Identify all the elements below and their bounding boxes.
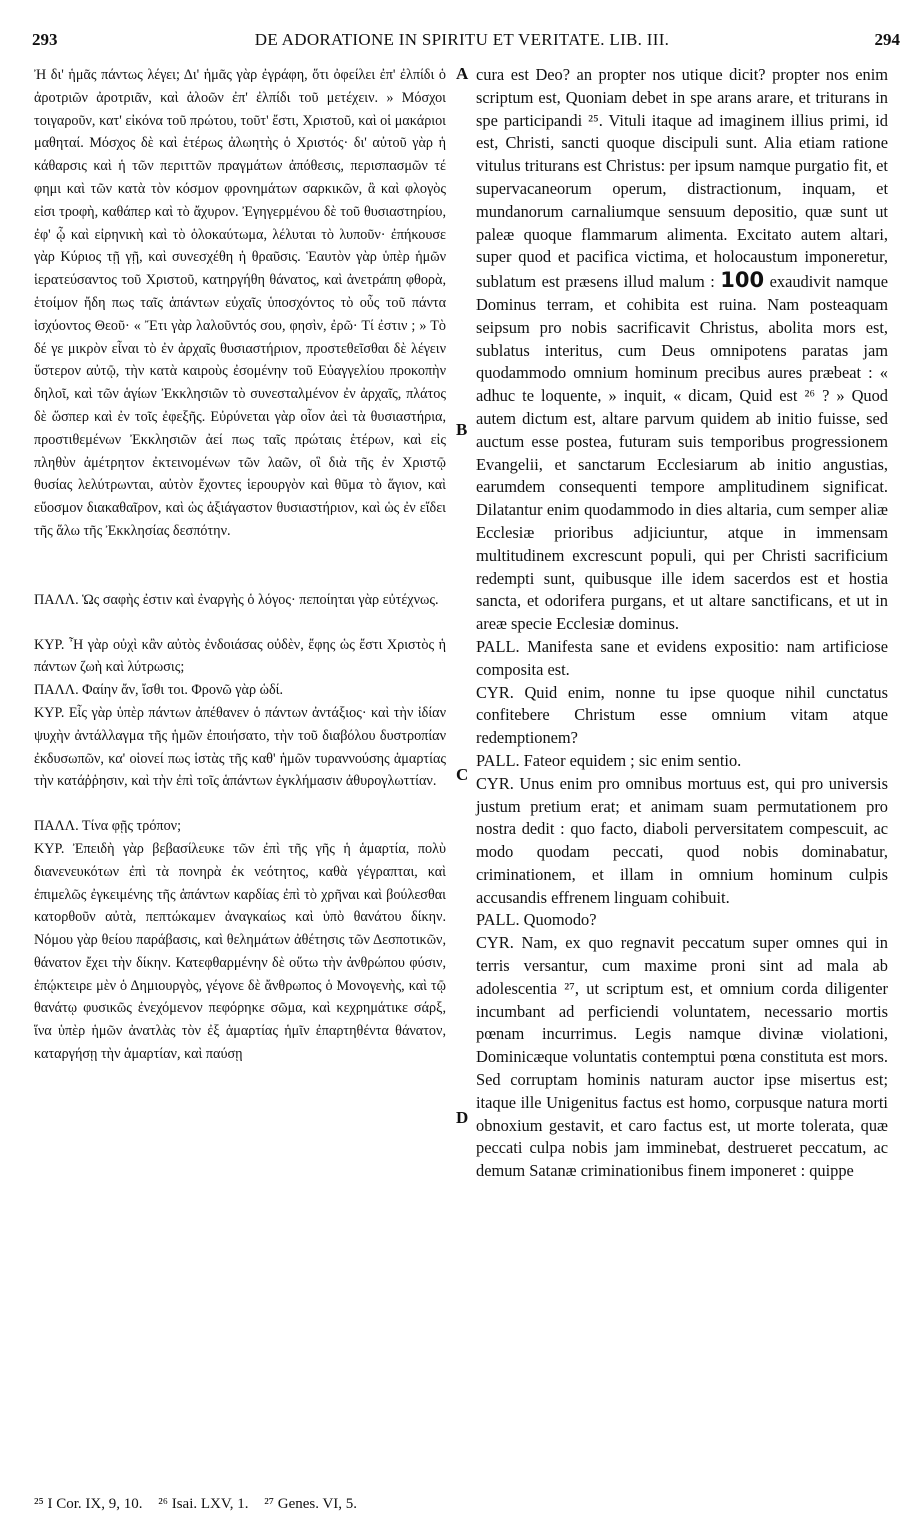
margin-marker-d: D <box>456 1108 469 1127</box>
latin-paragraph-cyr-2: CYR. Unus enim pro omnibus mortuus est, qui pro universis justum pretium erat; et animam suam permutationem pro nostra dedit : quo facto, diaboli perversitatem compescuit, ac modo quodam peccati, quod nobis dominabatur, criminationem, et illam in omnium hominum culpis accusandis effrenem linguam cohibuit. <box>476 773 888 907</box>
footnote-26: ²⁶ Isai. LXV, 1. <box>158 1496 249 1512</box>
latin-paragraph-pall-3: PALL. Quomodo? <box>476 910 597 930</box>
footnotes <box>34 1496 369 1513</box>
footnote-25: ²⁵ I Cor. IX, 9, 10. <box>34 1496 143 1512</box>
greek-column <box>34 64 446 1066</box>
latin-column <box>476 64 888 1183</box>
latin-paragraph-main-end: exaudivit namque Dominus terram, et cohibita est ruina. Nam posteaquam seipsum pro nobis sacrificavit Christus, abolita mors est, sublatus interitus, cum Deus omnipotens paratas jam quodammodo omnium hominum precibus aures præbeat : « adhuc te loquente, » inquit, « dicam, Quid est ²⁶ ? » Quod autem dictum est, altare parvum quidem ab initio fuisse, sed auctum esse postea, futuram suis temporibus progressionem Evangelii, et sanctarum Ecclesiarum ab initio angustias, earumdem consequenti tempore amplitudinem significat. Dilatantur enim quodammodo in dies altaria, cum semper aliæ Ecclesiæ prioribus adjiciuntur, atque in immensam multitudinem excrescunt populi, qui per Christi sacrificium redempti sunt, quibusque ille idem sacerdos est et hostia sancta, et odorifera purgans, et ut altare sanctificans, et ut in areæ specie Ecclesiæ dominus. <box>476 272 888 634</box>
greek-paragraph-main: Ἠ δι' ἡμᾶς πάντως λέγει; Δι' ἡμᾶς γὰρ ἐγράφη, ὅτι ὀφείλει ἐπ' ἐλπίδι ὁ ἀροτριῶν ἀροτριᾶν, καὶ ἀλοῶν ἐπ' ἐλπίδι τοῦ μετέχειν. » Μόσχοι τοιγαροῦν, κατ' εἰκόνα τοῦ πρώτου, τοῦτ' ἔστι, Χριστοῦ, καὶ οἱ μακάριοι μαθηταί. Μόσχος δὲ καὶ ἑτέρως ἀλωητὴς ὁ Χριστός· δι' αὐτοῦ γὰρ ἡ κάθαρσις καὶ ἡ τῶν περιττῶν πραγμάτων ἀπόθεσις, περισπασμῶν τέ φημι καὶ τῶν κατὰ τὸν κόσμον φρονημάτων σαρκικῶν, ἃ καὶ φλογὸς εἰσι τροφὴ, καθάπερ καὶ τὸ ἄχυρον. Ἐγηγερμένου δὲ τοῦ θυσιαστηρίου, ἐφ' ᾧ καὶ εἰρηνικὴ καὶ τὸ ὁλοκαύτωμα, λέλυται τὸ λυποῦν· ἐπήκουσε γὰρ Κύριος τῇ γῇ, καὶ συνεσχέθη ἡ θραῦσις. Ἑαυτὸν γὰρ ὑπὲρ ἡμῶν ἱερατεύσαντος τοῦ Χριστοῦ, κατηργήθη θάνατος, καὶ ἀνετράπη φθορὰ, ἑτοίμον ἤδη πως ταῖς ἁπάντων εὐχαῖς ὑποσχόντος τὸ οὖς τοῦ πάντα ἰσχύοντος Θεοῦ· « Ἔτι γὰρ λαλοῦντός σου, φησὶν, ἐρῶ· Τί ἐστιν ; » Τὸ δέ γε μικρὸν εἶναι τὸ ἐν ἀρχαῖς θυσιαστήριον, προστεθεῖσθαι δὲ λέγειν ὕστερον αὐτῷ, τὴν κατὰ καιροὺς ἐσομένην τοῦ Εὐαγγελίου προκοπὴν δηλοῖ, καὶ τῶν ἁγίων Ἐκκλησιῶν τὸ συνεσταλμένον ἐν ἀρχαῖς, πλάτος δὲ ὥσπερ καὶ ἐν τοῖς ἐφεξῆς. Εὐρύνεται γὰρ οἷον ἀεὶ τὰ θυσιαστήρια, προστιθεμένων Ἐκκλησιῶν ἀεί πως ταῖς πρώταις ἑτέρων, καὶ εἰς πληθὺν ἀμέτρητον ἐκτεινομένων τῶν λαῶν, οἳ διὰ τῆς ἐν Χριστῷ θυσίας λελύτρωνται, αὐτὸν ἔχοντες ἱερουργὸν καὶ θῦμα τὸ ἅγιον, καὶ εὔοσμον διακαθαῖρον, καὶ ὡς ἀξιάγαστον θυσιαστήριον, καὶ ὡς ἐν εἴδει τῆς ἅλω τῆς Ἐκκλησίας δεσπότην. <box>34 67 446 539</box>
greek-paragraph-pall-2: ΠΑΛΛ. Φαίην ἄν, ἴσθι τοι. Φρονῶ γὰρ ὡδί. <box>34 682 283 699</box>
latin-paragraph-cyr-3: CYR. Nam, ex quo regnavit peccatum super omnes qui in terris versantur, cum maxime proni sint ad mala ab adolescentia ²⁷, ut scriptum est, et omnium corda diligenter incumbant ad perficiendi voluntatem, necessario mortis pœnam incurrimus. Legis namque divinæ violationi, Dominicæque voluntatis contemptui pœna constituta est mors. Sed corruptam hominis naturam auctor ipse misertus est; itaque ille Unigenitus factus est homo, corpusque natura morti obnoxium gestavit, et caro factus est, ut morte tolerata, quæ peccati culpa nobis jam imminebat, destrueret peccatum, ac demum Satanæ criminationibus finem imponeret : quippe <box>476 933 888 1181</box>
greek-paragraph-pall-3: ΠΑΛΛ. Τίνα φῇς τρόπον; <box>34 818 182 835</box>
page-header <box>20 30 904 60</box>
running-title: DE ADORATIONE IN SPIRITU ET VERITATE. LIB. III. <box>254 30 670 49</box>
column-number: 100 <box>720 268 765 293</box>
right-page-number: 294 <box>874 30 900 49</box>
latin-paragraph-cyr-1: CYR. Quid enim, nonne tu ipse quoque nihil cunctatus confitebere Christum esse omnium vitam atque redemptionem? <box>476 682 888 748</box>
greek-paragraph-cyr-1: ΚΥΡ. Ἦ γὰρ οὐχὶ κἂν αὐτὸς ἐνδοιάσας οὐδὲν, ἔφης ὡς ἔστι Χριστὸς ἡ πάντων ζωὴ καὶ λύτρωσις; <box>34 636 446 676</box>
footnote-27: ²⁷ Genes. VI, 5. <box>264 1496 358 1512</box>
latin-paragraph-main-start: cura est Deo? an propter nos utique dicit? propter nos enim scriptum est, Quoniam debet in spe arans arare, et triturans in spe participandi ²⁵. Vituli itaque ad imaginem illius primi, id est, Christi, sancti quoque discipuli sunt. Alia etiam ratione vitulus triturans est Christus: per ipsum namque purgatio fit, et supervacaneorum operum, distractionum, inquam, et mundanorum carnaliumque sensuum depositio, quæ sunt ut paleæ quoque flammarum alimenta. Excitato autem altari, super quod et pacifica victima, et holocaustum imponeretur, sublatum est præsens illud malum : <box>476 65 888 292</box>
latin-paragraph-pall-2: PALL. Fateor equidem ; sic enim sentio. <box>476 750 742 770</box>
latin-paragraph-pall-1: PALL. Manifesta sane et evidens expositio: nam artificiose composita est. <box>476 636 888 679</box>
margin-marker-b: B <box>456 420 468 439</box>
margin-marker-c: C <box>456 765 469 784</box>
latin-paragraph-main <box>476 64 888 636</box>
greek-paragraph-pall-1: ΠΑΛΛ. Ὡς σαφὴς ἐστιν καὶ ἐναργὴς ὁ λόγος· πεποίηται γὰρ εὐτέχνως. <box>34 591 439 608</box>
left-page-number: 293 <box>32 30 58 49</box>
margin-marker-a: A <box>456 64 469 83</box>
greek-paragraph-cyr-2: ΚΥΡ. Εἷς γὰρ ὑπὲρ πάντων ἀπέθανεν ὁ πάντων ἀντάξιος· καὶ τὴν ἰδίαν ψυχὴν ἀντάλλαγμα τῆς ἡμῶν ἐποιήσατο, τὴν τοῦ διαβόλου δυστροπίαν ἐκδυσωπῶν, κα' οἱονεί πως ἱστὰς τῆς καθ' ἡμῶν τυραννούσης ἁμαρτίας τὴν κατάῤῥησιν, καὶ τὴν ἐπὶ τοῖς ἁπάντων ἐγκλήμασιν ἀθυρογλωττίαν. <box>34 704 446 790</box>
greek-paragraph-cyr-3: ΚΥΡ. Ἐπειδὴ γὰρ βεβασίλευκε τῶν ἐπὶ τῆς γῆς ἡ ἁμαρτία, πολὺ διανενευκότων ἐπὶ τὰ πονηρὰ ἐκ νεότητος, καθὰ γέγραπται, καὶ ἐπιμελῶς ἐγκειμένης τῆς ἁπάντων καρδίας ἐπὶ τὸ χρῆναι καὶ βούλεσθαι κατορθοῦν αὐτὰ, πεπτώκαμεν ἀναγκαίως καὶ ὑπὸ θανάτου δίκην. Νόμου γὰρ θείου παράβασις, καὶ θελημάτων ἀθέτησις τῶν Δεσποτικῶν, θάνατον ἔχει τὴν δίκην. Κατεφθαρμένην δὲ οὕτω τὴν ἀνθρώπου φύσιν, ἐπῴκτειρε μὲν ὁ Δημιουργὸς, γέγονε δὲ ἄνθρωπος ὁ Μονογενὴς, καὶ τῷ θανάτῳ φυσικῶς ἐνεχόμενον πεφόρηκε σῶμα, καὶ κεχρημάτικε σάρξ, ἵνα ὑπὲρ ἡμῶν ἀνατλὰς τὸν ἐξ ἁμαρτίας ἡμῖν ἐπαρτηθέντα θάνατον, καταργήσῃ τὴν ἁμαρτίαν, καὶ παύσῃ <box>34 840 446 1063</box>
